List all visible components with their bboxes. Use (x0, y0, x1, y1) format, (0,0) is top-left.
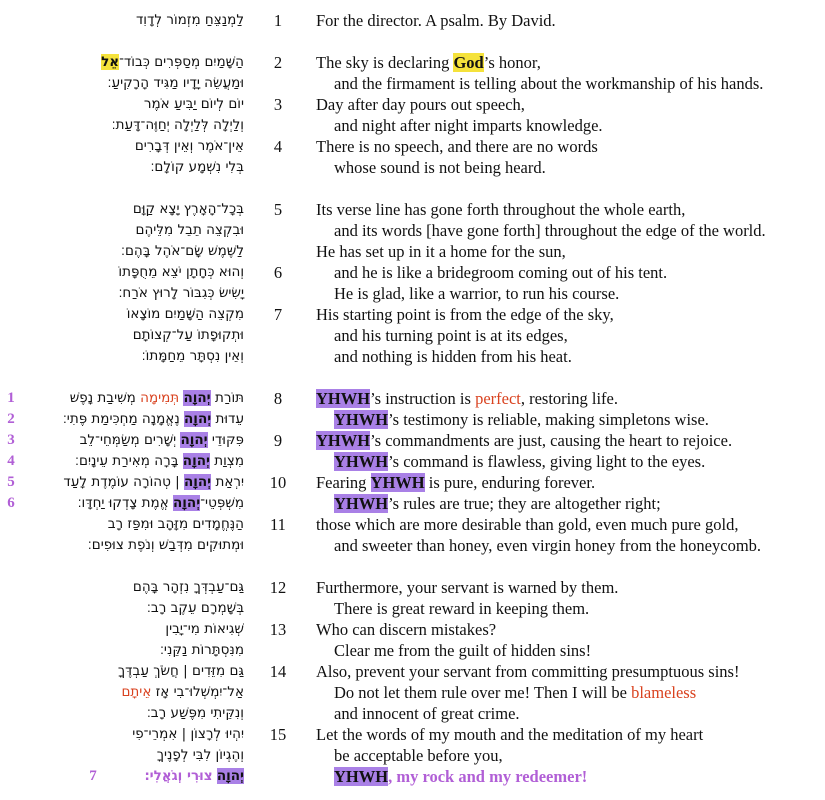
english-translation (316, 10, 556, 31)
hebrew-segment: לַמְנַצֵּחַ מִזְמוֹר לְדָוִד (135, 12, 244, 28)
english-segment: Furthermore, your servant is warned by them. (316, 578, 619, 597)
english-translation (334, 682, 696, 703)
hebrew-text (101, 52, 244, 73)
english-segment: and he is like a bridegroom coming out of his tent. (334, 263, 668, 282)
english-segment: be acceptable before you, (334, 746, 503, 765)
english-segment: and its words [have gone forth] throughout the edge of the world. (334, 221, 766, 240)
highlighted-word: YHWH (334, 410, 389, 429)
hebrew-text (121, 241, 244, 262)
verse-number: 5 (273, 200, 283, 219)
hebrew-text (136, 10, 244, 31)
verse-line (0, 661, 825, 682)
english-translation (334, 745, 503, 766)
hebrew-text (118, 262, 244, 283)
verse-line (0, 535, 825, 556)
hebrew-segment: נֶאֱמָנָה מַחְכִּימַת פֶּתִי׃ (62, 411, 185, 427)
english-translation (334, 766, 587, 787)
verse-number: 8 (273, 389, 283, 408)
hebrew-segment: מִקְצֵה הַשָּׁמַיִם מוֹצָאוֹ (126, 306, 244, 322)
english-translation (334, 346, 572, 367)
hebrew-text (63, 472, 244, 493)
english-segment: ’s instruction is (370, 389, 476, 408)
verse-number: 3 (273, 95, 283, 114)
english-segment: ’s rules are true; they are altogether right; (388, 494, 661, 513)
english-translation (316, 514, 738, 535)
verse-line (0, 640, 825, 661)
english-translation (316, 577, 618, 598)
verse-number: 15 (269, 725, 287, 744)
highlighted-word: YHWH (316, 389, 371, 408)
highlighted-word: יְהוָה (184, 411, 212, 427)
verse-line (0, 220, 825, 241)
verse-number: 4 (273, 137, 283, 156)
highlighted-word: YHWH (334, 767, 389, 786)
english-segment: and his turning point is at its edges, (334, 326, 568, 345)
verse-number: 1 (273, 11, 283, 30)
hebrew-text (147, 598, 244, 619)
english-translation (334, 640, 591, 661)
english-segment: whose sound is not being heard. (334, 158, 546, 177)
hebrew-text (132, 724, 244, 745)
hebrew-text (108, 73, 245, 94)
verse-line (0, 262, 825, 283)
hebrew-text (150, 157, 244, 178)
hebrew-segment: אֱמֶת צָדְקוּ יַחְדָּו׃ (77, 495, 174, 511)
hebrew-segment: בָּרָה מְאִירַת עֵינָיִם׃ (75, 453, 183, 469)
english-segment: and night after night imparts knowledge. (334, 116, 603, 135)
hebrew-segment: יְשָׁרִים מְשַׂמְּחֵי־לֵב (79, 432, 181, 448)
hebrew-text (136, 220, 244, 241)
highlighted-word: YHWH (316, 431, 371, 450)
english-segment: , restoring life. (520, 389, 618, 408)
english-translation (316, 724, 703, 745)
hebrew-text (108, 514, 244, 535)
verse-number: 12 (269, 578, 287, 597)
english-segment: Day after day pours out speech, (316, 95, 525, 114)
hebrew-segment: וּמַעֲשֵׂה יָדָיו מַגִּיד הָרָקִיעַ׃ (107, 75, 244, 91)
hebrew-text (112, 115, 244, 136)
hebrew-segment: יִהְיוּ לְרָצוֹן | אִמְרֵי־פִי (132, 726, 244, 742)
english-segment: ’s honor, (483, 53, 541, 72)
english-segment: Also, prevent your servant from committing presumptuous sins! (316, 662, 740, 681)
hebrew-text (88, 535, 244, 556)
verse-line (0, 241, 825, 262)
english-translation (334, 325, 568, 346)
english-translation (316, 472, 595, 493)
highlighted-word: תְּמִימָה (140, 390, 180, 406)
hebrew-segment: וְהוּא כְּחָתָן יֹצֵא מֵחֻפָּתוֹ (118, 264, 244, 280)
english-segment: He has set up in it a home for the sun, (316, 242, 566, 261)
hebrew-segment: לַשֶּׁמֶשׁ שָׂם־אֹהֶל בָּהֶם׃ (120, 243, 244, 259)
highlighted-word: YHWH (334, 452, 389, 471)
english-segment: and sweeter than honey, even virgin honey from the honeycomb. (334, 536, 762, 555)
highlighted-word: אֵיתָם (121, 684, 152, 700)
highlighted-word: צוּרִי וְגֹאֲלִי׃ (144, 768, 213, 784)
highlighted-word: יְהוָה (216, 768, 244, 784)
hebrew-segment: גַּם מִזֵּדִים | חֲשֹׂךְ עַבְדֶּךָ (117, 663, 244, 679)
highlighted-word: blameless (631, 683, 697, 702)
count-marker: 4 (7, 453, 15, 469)
hebrew-segment: מְשִׁיבַת נָפֶשׁ (69, 390, 141, 406)
hebrew-text (133, 325, 244, 346)
count-marker: 6 (7, 495, 15, 511)
hebrew-text (118, 283, 244, 304)
verse-line (0, 136, 825, 157)
english-translation (316, 304, 614, 325)
highlighted-word: YHWH (370, 473, 425, 492)
english-segment: Who can discern mistakes? (316, 620, 497, 639)
hebrew-segment: פִּקּוּדֵי (207, 432, 244, 448)
highlighted-word: , my rock and my redeemer! (388, 767, 588, 786)
hebrew-segment: בְּלִי נִשְׁמָע קוֹלָם׃ (150, 159, 244, 175)
highlighted-word: YHWH (334, 494, 389, 513)
verse-line (0, 115, 825, 136)
english-translation (316, 199, 685, 220)
highlighted-word: יְהוָה (180, 432, 208, 448)
highlighted-word: אֵל (101, 54, 120, 70)
hebrew-text (63, 409, 244, 430)
verse-line (0, 52, 825, 73)
hebrew-segment: וּמְתוּקִים מִדְּבַשׁ וְנֹפֶת צוּפִים׃ (87, 537, 244, 553)
english-translation (334, 598, 589, 619)
verse-line (0, 304, 825, 325)
verse-line (0, 451, 825, 472)
verse-line (0, 514, 825, 535)
english-translation (334, 262, 667, 283)
english-segment: and nothing is hidden from his heat. (334, 347, 572, 366)
hebrew-segment: שְׁגִיאוֹת מִי־יָבִין (165, 621, 244, 637)
english-translation (316, 136, 598, 157)
count-marker: 1 (7, 390, 15, 406)
verse-line (0, 409, 825, 430)
english-segment: Fearing (316, 473, 371, 492)
english-translation (334, 157, 546, 178)
verse-line (0, 493, 825, 514)
verse-line (0, 10, 825, 31)
hebrew-segment: מִצְוַת (209, 453, 244, 469)
verse-line (0, 346, 825, 367)
english-translation (316, 661, 739, 682)
verse-line (0, 766, 825, 787)
verse-line (0, 577, 825, 598)
english-translation (334, 493, 661, 514)
verse-line (0, 94, 825, 115)
verse-number: 14 (269, 662, 287, 681)
hebrew-segment: מִנִּסְתָּרוֹת נַקֵּנִי׃ (159, 642, 244, 658)
hebrew-text (78, 493, 244, 514)
hebrew-segment: תּוֹרַת (210, 390, 244, 406)
count-marker: 3 (7, 432, 15, 448)
hebrew-segment: יוֹם לְיוֹם יַבִּיעַ אֹמֶר (143, 96, 244, 112)
highlighted-word: God (453, 53, 484, 72)
highlighted-word: יְהוָה (173, 495, 201, 511)
english-translation (316, 241, 566, 262)
hebrew-segment: עֵדוּת (211, 411, 244, 427)
english-translation (316, 619, 496, 640)
hebrew-text (80, 430, 244, 451)
verse-line (0, 682, 825, 703)
hebrew-text (160, 640, 244, 661)
hebrew-text (75, 451, 244, 472)
english-segment: Clear me from the guilt of hidden sins! (334, 641, 592, 660)
highlighted-word: יְהוָה (183, 390, 211, 406)
english-translation (334, 283, 619, 304)
english-segment: His starting point is from the edge of the sky, (316, 305, 614, 324)
hebrew-text (144, 94, 244, 115)
english-translation (316, 430, 732, 451)
english-translation (334, 703, 520, 724)
english-segment: ’s testimony is reliable, making simpletons wise. (388, 410, 709, 429)
verse-number: 10 (269, 473, 287, 492)
verse-line (0, 619, 825, 640)
verse-line (0, 472, 825, 493)
english-translation (316, 388, 618, 409)
hebrew-text (118, 661, 244, 682)
hebrew-segment: מִשְׁפְּטֵי־ (200, 495, 244, 511)
english-translation (334, 535, 761, 556)
hebrew-segment: וּתְקוּפָתוֹ עַל־קְצוֹתָם (132, 327, 244, 343)
highlighted-word: perfect (475, 389, 521, 408)
hebrew-text (127, 304, 244, 325)
hebrew-segment: הַנֶּחֱמָדִים מִזָּהָב וּמִפַּז רָב (107, 516, 244, 532)
english-translation (316, 52, 541, 73)
hebrew-text (145, 766, 244, 787)
english-segment: and innocent of great crime. (334, 704, 520, 723)
count-marker: 7 (89, 768, 97, 784)
highlighted-word: יְהוָה (184, 474, 212, 490)
verse-number: 2 (273, 53, 283, 72)
english-segment: There is great reward in keeping them. (334, 599, 590, 618)
hebrew-text (142, 346, 244, 367)
verse-line (0, 430, 825, 451)
hebrew-segment: וְלַיְלָה לְּלַיְלָה יְחַוֶּה־דָּעַת׃ (111, 117, 244, 133)
hebrew-text (147, 703, 244, 724)
english-translation (334, 220, 766, 241)
verse-line (0, 388, 825, 409)
hebrew-segment: וְהֶגְיוֹן לִבִּי לְפָנֶיךָ (156, 747, 244, 763)
hebrew-segment: | טְהוֹרָה עוֹמֶדֶת לָעַד (63, 474, 184, 490)
hebrew-segment: וְנִקֵּיתִי מִפֶּשַׁע רָב׃ (146, 705, 244, 721)
hebrew-segment: הַשָּׁמַיִם מְסַפְּרִים כְּבוֹד־ (119, 54, 244, 70)
highlighted-word: יְהוָה (182, 453, 210, 469)
verse-line (0, 73, 825, 94)
verse-number: 11 (270, 515, 286, 534)
verse-line (0, 283, 825, 304)
english-segment: Do not let them rule over me! Then I will be (334, 683, 632, 702)
verse-number: 13 (269, 620, 287, 639)
verse-line (0, 703, 825, 724)
verse-line (0, 724, 825, 745)
hebrew-segment: יִרְאַת (211, 474, 244, 490)
verse-line (0, 157, 825, 178)
verse-line (0, 745, 825, 766)
english-segment: He is glad, like a warrior, to run his course. (334, 284, 620, 303)
hebrew-text (133, 577, 244, 598)
english-translation (334, 451, 705, 472)
verse-number: 6 (273, 263, 283, 282)
english-translation (334, 115, 603, 136)
english-segment: ’s command is flawless, giving light to the eyes. (388, 452, 706, 471)
hebrew-segment: אֵין־אֹמֶר וְאֵין דְּבָרִים (134, 138, 244, 154)
english-segment: ’s commandments are just, causing the heart to rejoice. (370, 431, 733, 450)
english-segment: Let the words of my mouth and the meditation of my heart (316, 725, 704, 744)
english-segment: those which are more desirable than gold, even much pure gold, (316, 515, 739, 534)
english-translation (316, 94, 525, 115)
hebrew-segment: גַּם־עַבְדְּךָ נִזְהָר בָּהֶם (132, 579, 244, 595)
count-marker: 5 (7, 474, 15, 490)
hebrew-segment: וּבִקְצֵה תֵבֵל מִלֵּיהֶם (135, 222, 244, 238)
verse-number: 9 (273, 431, 283, 450)
hebrew-segment: בְּשָׁמְרָם עֵקֶב רָב׃ (146, 600, 244, 616)
verse-number: 7 (273, 305, 283, 324)
hebrew-text (133, 199, 244, 220)
hebrew-text (157, 745, 244, 766)
english-segment: is pure, enduring forever. (424, 473, 596, 492)
verse-line (0, 325, 825, 346)
count-marker: 2 (7, 411, 15, 427)
hebrew-text (70, 388, 244, 409)
english-translation (334, 73, 763, 94)
hebrew-segment: בְּכָל־הָאָרֶץ יָצָא קַוָּם (132, 201, 244, 217)
hebrew-text (165, 619, 244, 640)
hebrew-segment: אַל־יִמְשְׁלוּ־בִי אָז (151, 684, 244, 700)
hebrew-segment: יָשִׂישׂ כְּגִבּוֹר לָרוּץ אֹרַח׃ (118, 285, 244, 301)
english-segment: The sky is declaring (316, 53, 454, 72)
hebrew-text (121, 682, 244, 703)
english-segment: There is no speech, and there are no words (316, 137, 598, 156)
english-segment: For the director. A psalm. By David. (316, 11, 556, 30)
english-segment: and the firmament is telling about the workmanship of his hands. (334, 74, 764, 93)
verse-line (0, 598, 825, 619)
english-translation (334, 409, 709, 430)
hebrew-segment: וְאֵין נִסְתָּר מֵחַמָּתוֹ׃ (141, 348, 244, 364)
verse-line (0, 199, 825, 220)
hebrew-text (135, 136, 244, 157)
english-segment: Its verse line has gone forth throughout the whole earth, (316, 200, 686, 219)
